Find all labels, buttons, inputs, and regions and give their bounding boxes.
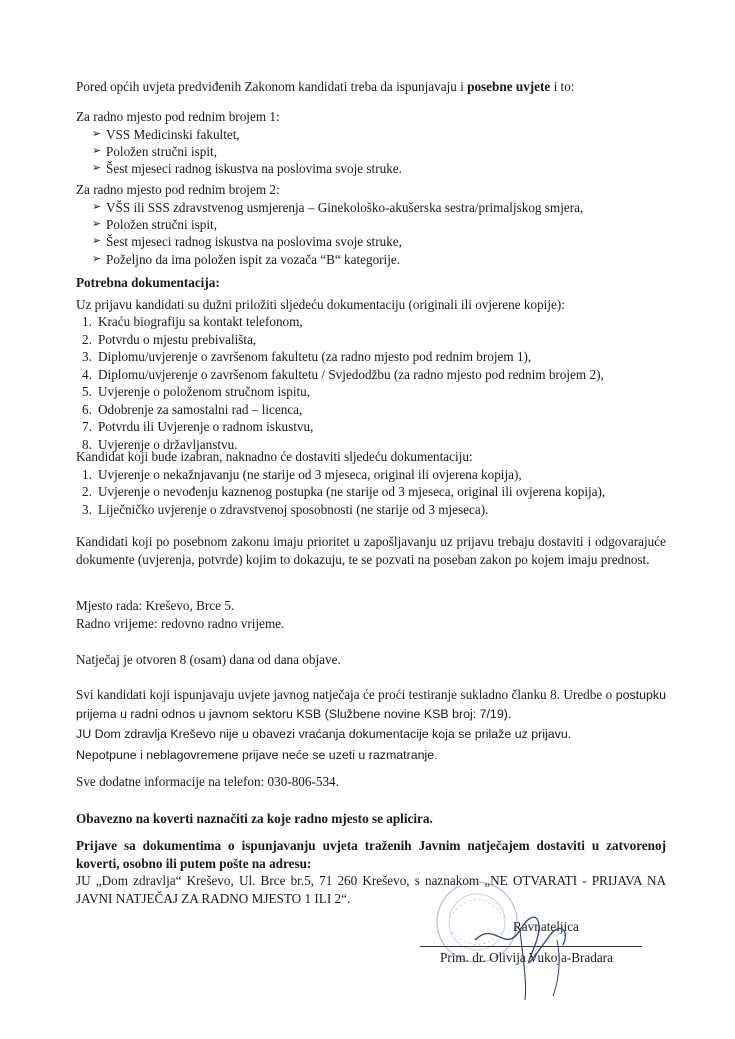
list-item: 3. Diplomu/uvjerenje o završenom fakultetu (za radno mjesto pod rednim brojem 1),	[82, 349, 532, 364]
list-item: 6. Odobrenje za samostalni rad – licenca,	[82, 401, 303, 417]
list-item: 2. Uvjerenje o nevođenju kaznenog postupka (ne starije od 3 mjeseca, original ili ovjerena kopija),	[82, 484, 606, 499]
list-item: 2. Potvrdu o mjestu prebivališta,	[82, 331, 257, 347]
submission-address: JU „Dom zdravlja“ Kreševo, Ul. Brce br.5, 71 260 Kreševo, s naznakom „NE OTVARATI - PRIJAVA NA JAVNI NATJEČAJ ZA RADNO MJESTO 1 ILI 2“.	[76, 873, 666, 906]
submission-instructions: Prijave sa dokumentima o ispunjavanju uvjeta traženih Javnim natječajem dostaviti u zatvorenoj koverti, osobno ili putem pošte na adresu:	[76, 838, 666, 871]
documentation-list	[76, 313, 666, 453]
position-2-section	[76, 181, 666, 268]
selected-candidate-section	[76, 448, 666, 518]
testing-section	[76, 686, 666, 764]
selected-intro: Kandidat koji bude izabran, naknadno će dostaviti sljedeću dokumentaciju:	[76, 449, 473, 464]
list-item: 4. Diplomu/uvjerenje o završenom fakultetu / Svjedodžbu (za radno mjesto pod rednim brojem 2),	[82, 366, 604, 382]
intro-text: Pored općih uvjeta predviđenih Zakonom kandidati treba da ispunjavaju i	[76, 79, 468, 94]
list-item: 1. Uvjerenje o nekažnjavanju (ne starije od 3 mjeseca, original ili ovjerena kopija),	[82, 466, 522, 482]
workplace-section	[76, 597, 666, 632]
selected-list	[76, 466, 666, 519]
position-2-list	[76, 199, 666, 269]
list-item: 7. Potvrdu ili Uvjerenje o radnom iskustvu,	[82, 419, 314, 434]
list-item: ➢ Položen stručni ispit,	[92, 216, 666, 233]
intro-bold: posebne uvjete	[467, 79, 551, 94]
list-item: ➢ Šest mjeseci radnog iskustva na poslovima svoje struke,	[92, 233, 666, 250]
list-item: 1. Kraću biografiju sa kontakt telefonom,	[82, 314, 303, 329]
list-item: ➢ Poželjno da ima položen ispit za vozača “B“ kategorije.	[92, 251, 666, 268]
envelope-note: Obavezno na koverti naznačiti za koje radno mjesto se aplicira.	[76, 811, 433, 826]
workplace-text: Mjesto rada: Kreševo, Brce 5.	[76, 598, 235, 613]
open-period-text: Natječaj je otvoren 8 (osam) dana od dana objave.	[76, 652, 341, 667]
list-item: 5. Uvjerenje o položenom stručnom ispitu,	[82, 384, 311, 399]
intro-tail: i to:	[550, 79, 575, 94]
position-2-heading: Za radno mjesto pod rednim brojem 2:	[76, 182, 280, 197]
documentation-section	[76, 274, 666, 453]
contact-info: Sve dodatne informacije na telefon: 030-806-534.	[76, 774, 339, 789]
handwritten-signature	[465, 900, 585, 1010]
submission-section	[76, 837, 666, 907]
position-1-heading: Za radno mjesto pod rednim brojem 1:	[76, 109, 280, 124]
documentation-intro: Uz prijavu kandidati su dužni priložiti sljedeću dokumentaciju (originali ili ovjerene kopije):	[76, 296, 565, 312]
signatory-title: Ravnateljica	[513, 919, 579, 934]
list-item: ➢ VSS Medicinski fakultet,	[92, 126, 666, 143]
testing-regulation: postupku prijema u radni odnos u javnom sektoru KSB (Službene novine KSB broj: 7/19).	[76, 688, 666, 721]
list-item: 3. Liječničko uvjerenje o zdravstvenoj sposobnosti (ne starije od 3 mjeseca).	[82, 501, 489, 517]
signatory-name: Prim. dr. Olivija Vukoja-Bradara	[440, 950, 613, 965]
list-item: 8. Uvjerenje o državljanstvu.	[82, 436, 238, 452]
return-docs-text: JU Dom zdravlja Kreševo nije u obavezi vraćanja dokumentacije koja se prilaže uz prijavu.	[76, 727, 572, 741]
list-item: ➢ Položen stručni ispit,	[92, 143, 666, 160]
list-item: ➢ VŠS ili SSS zdravstvenog usmjerenja – Ginekološko-akušerska sestra/primaljskog smjera,	[92, 199, 666, 216]
incomplete-text: Nepotpune i neblagovremene prijave neće se uzeti u razmatranje.	[76, 747, 438, 762]
documentation-heading: Potrebna dokumentacija:	[76, 275, 220, 290]
intro-paragraph	[76, 78, 666, 96]
testing-text: Svi kandidati koji ispunjavaju uvjete javnog natječaja će proći testiranje sukladno članku 8. Uredbe o	[76, 687, 616, 702]
position-1-list	[76, 126, 666, 178]
list-item: ➢ Šest mjeseci radnog iskustva na poslovima svoje struke.	[92, 160, 666, 177]
worktime-text: Radno vrijeme: redovno radno vrijeme.	[76, 615, 285, 631]
position-1-section	[76, 108, 666, 178]
priority-paragraph: Kandidati koji po posebnom zakonu imaju prioritet u zapošljavanju uz prijavu trebaju dostaviti i odgovarajuće dokumente (uvjerenja, potvrde) kojim to dokazuju, te se pozvati na poseban zakon po kojem imaju prednost.	[76, 534, 666, 567]
